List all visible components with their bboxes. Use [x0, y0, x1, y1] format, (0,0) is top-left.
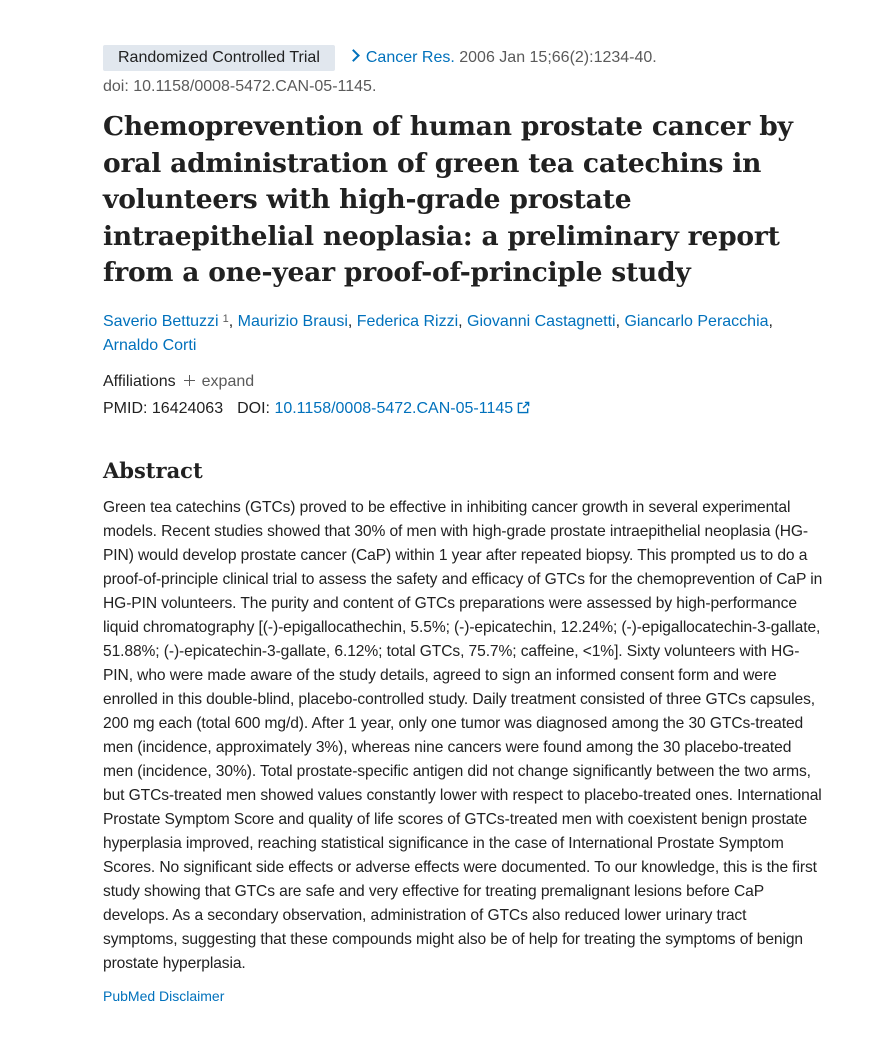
pmid-value: 16424063	[151, 399, 224, 417]
author-link[interactable]: Giancarlo Peracchia	[624, 312, 769, 330]
pmid-label: PMID:	[103, 399, 148, 417]
chevron-right-icon	[347, 49, 360, 62]
author-list: Saverio Bettuzzi $^1$, Maurizio Brausi, Federica Rizzi, Giovanni Castagnetti, Giancarlo Peracchia, Arnaldo Corti	[103, 312, 773, 354]
author-link[interactable]: Maurizio Brausi	[237, 312, 348, 330]
citation-date: 2006 Jan 15;66(2):1234-40.	[459, 49, 657, 66]
plus-icon	[184, 375, 195, 386]
doi-link[interactable]	[274, 400, 530, 417]
citation-line	[103, 44, 825, 72]
article-content	[103, 44, 825, 1006]
doi-label: DOI:	[237, 399, 270, 417]
article-title: Chemoprevention of human prostate cancer by oral administration of green tea catechins in volunteers with high-grade prostate intraepithelial neoplasia: a preliminary report from a one-year proof-of-principle study	[103, 111, 793, 288]
doi-link-text: 10.1158/0008-5472.CAN-05-1145	[274, 399, 514, 417]
identifiers-row	[103, 397, 825, 421]
expand-affiliations-button[interactable]	[184, 370, 255, 394]
affiliations-label: Affiliations	[103, 372, 176, 390]
abstract-heading: Abstract	[103, 457, 203, 483]
abstract-text: Green tea catechins (GTCs) proved to be effective in inhibiting cancer growth in several experimental models. Recent studies showed that 30% of men with high-grade prostate intraepithelial neoplasia (HG-PIN) would develop prostate cancer (CaP) within 1 year after repeated biopsy. This prompted us to do a proof-of-principle clinical trial to assess the safety and efficacy of GTCs for the chemoprevention of CaP in HG-PIN volunteers. The purity and content of GTCs preparations were assessed by high-performance liquid chromatography [(-)-epigallocathechin, 5.5%; (-)-epicatechin, 12.24%; (-)-epigallocatechin-3-gallate, 51.88%; (-)-epicatechin-3-gallate, 6.12%; total GTCs, 75.7%; caffeine, <1%]. Sixty volunteers with HG-PIN, who were made aware of the study details, agreed to sign an informed consent form and were enrolled in this double-blind, placebo-controlled study. Daily treatment consisted of three GTCs capsules, 200 mg each (total 600 mg/d). After 1 year, only one tumor was diagnosed among the 30 GTCs-treated men (incidence, approximately 3%), whereas nine cancers were found among the 30 placebo-treated men (incidence, 30%). Total prostate-specific antigen did not change significantly between the two arms, but GTCs-treated men showed values constantly lower with respect to placebo-treated ones. International Prostate Symptom Score and quality of life scores of GTCs-treated men with coexistent benign prostate hyperplasia improved, reaching statistical significance in the case of International Prostate Symptom Scores. No significant side effects or adverse effects were documented. To our knowledge, this is the first study showing that GTCs are safe and very effective for treating premalignant lesions before CaP develops. As a secondary observation, administration of GTCs also reduced lower urinary tract symptoms, suggesting that these compounds might also be of help for treating the symptoms of benign prostate hyperplasia.	[103, 498, 823, 972]
affiliations-row	[103, 370, 825, 394]
disclaimer-row	[103, 986, 825, 1006]
publication-type-badge[interactable]: Randomized Controlled Trial	[103, 45, 335, 71]
author-link[interactable]: Federica Rizzi	[356, 312, 459, 330]
pubmed-disclaimer-link[interactable]: PubMed Disclaimer	[103, 987, 225, 1004]
author-link[interactable]: Giovanni Castagnetti	[467, 312, 616, 330]
citation-doi: doi: 10.1158/0008-5472.CAN-05-1145.	[103, 78, 377, 95]
journal-link[interactable]: Cancer Res.	[365, 49, 455, 66]
author-link[interactable]: Saverio Bettuzzi	[103, 312, 219, 330]
author-link[interactable]: Arnaldo Corti	[103, 336, 197, 354]
affiliation-marker[interactable]: 1	[222, 312, 229, 325]
external-link-icon	[517, 401, 530, 414]
expand-label: expand	[201, 372, 255, 390]
